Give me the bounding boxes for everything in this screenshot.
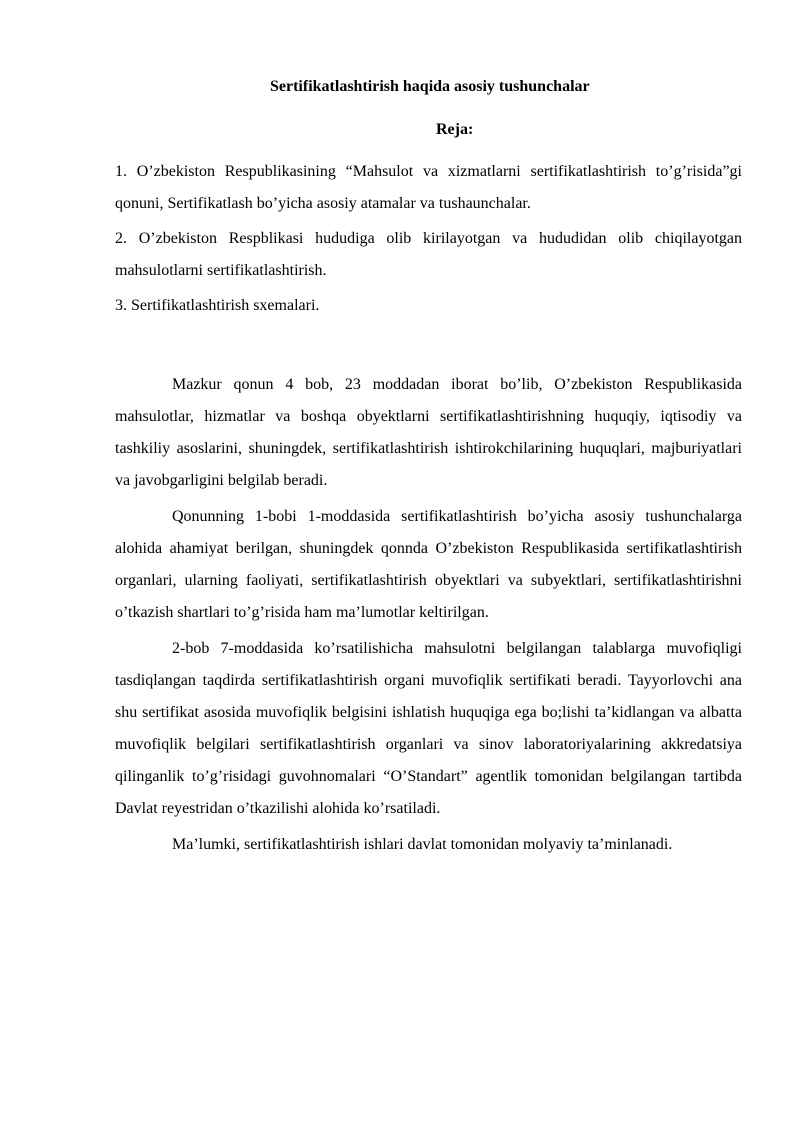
body-text bbox=[115, 369, 742, 861]
paragraph-4: Ma’lumki, sertifikatlashtirish ishlari davlat tomonidan molyaviy ta’minlanadi. bbox=[172, 836, 673, 853]
section-spacer bbox=[115, 325, 742, 369]
paragraph-3: 2-bob 7-moddasida ko’rsatilishicha mahsulotni belgilangan talablarga muvofiqligi tasdiqlangan taqdirda sertifikatlashtirish organi muvofiqlik sertifikati beradi. Tayyorlovchi ana shu sertifikat asosida muvofiqlik belgisini ishlatish huquqiga ega bo;lishi ta’kidlangan va albatta muvofiqlik belgilari sertifikatlashtirish organlari va sinov laboratoriyalarining akkredatsiya qilinganlik to’g’risidagi guvohnomalari “O’Standart” agentlik tomonidan belgilangan tartibda Davlat reyestridan o’tkazilishi alohida ko’rsatiladi. bbox=[115, 640, 742, 817]
plan-item-2: 2. O’zbekiston Respblikasi hududiga olib kirilayotgan va hududidan olib chiqilayotgan mahsulotlarni sertifikatlashtirish. bbox=[115, 230, 742, 279]
paragraph-1: Mazkur qonun 4 bob, 23 moddadan iborat bo’lib, O’zbekiston Respublikasida mahsulotlar, hizmatlar va boshqa obyektlarni sertifikatlashtirishning huquqiy, iqtisodiy va tashkiliy asoslarini, shuningdek, sertifikatlashtirish ishtirokchilarining huquqlari, majburiyatlari va javobgarligini belgilab beradi. bbox=[115, 376, 742, 489]
plan-heading: Reja: bbox=[436, 121, 474, 138]
document-page bbox=[115, 76, 742, 865]
plan-item-1: 1. O’zbekiston Respublikasining “Mahsulot va xizmatlarni sertifikatlashtirish to’g’risida”gi qonuni, Sertifikatlash bo’yicha asosiy atamalar va tushaunchalar. bbox=[115, 163, 742, 212]
plan-item-3: 3. Sertifikatlashtirish sxemalari. bbox=[115, 297, 320, 314]
document-title: Sertifikatlashtirish haqida asosiy tushunchalar bbox=[270, 78, 590, 95]
plan-list bbox=[115, 156, 742, 322]
paragraph-2: Qonunning 1-bobi 1-moddasida sertifikatlashtirish bo’yicha asosiy tushunchalarga alohida ahamiyat berilgan, shuningdek qonnda O’zbekiston Respublikasida sertifikatlashtirish organlari, ularning faoliyati, sertifikatlashtirish obyektlari va subyektlari, sertifikatlashtirishni o’tkazish shartlari to’g’risida ham ma’lumotlar keltirilgan. bbox=[115, 508, 742, 621]
